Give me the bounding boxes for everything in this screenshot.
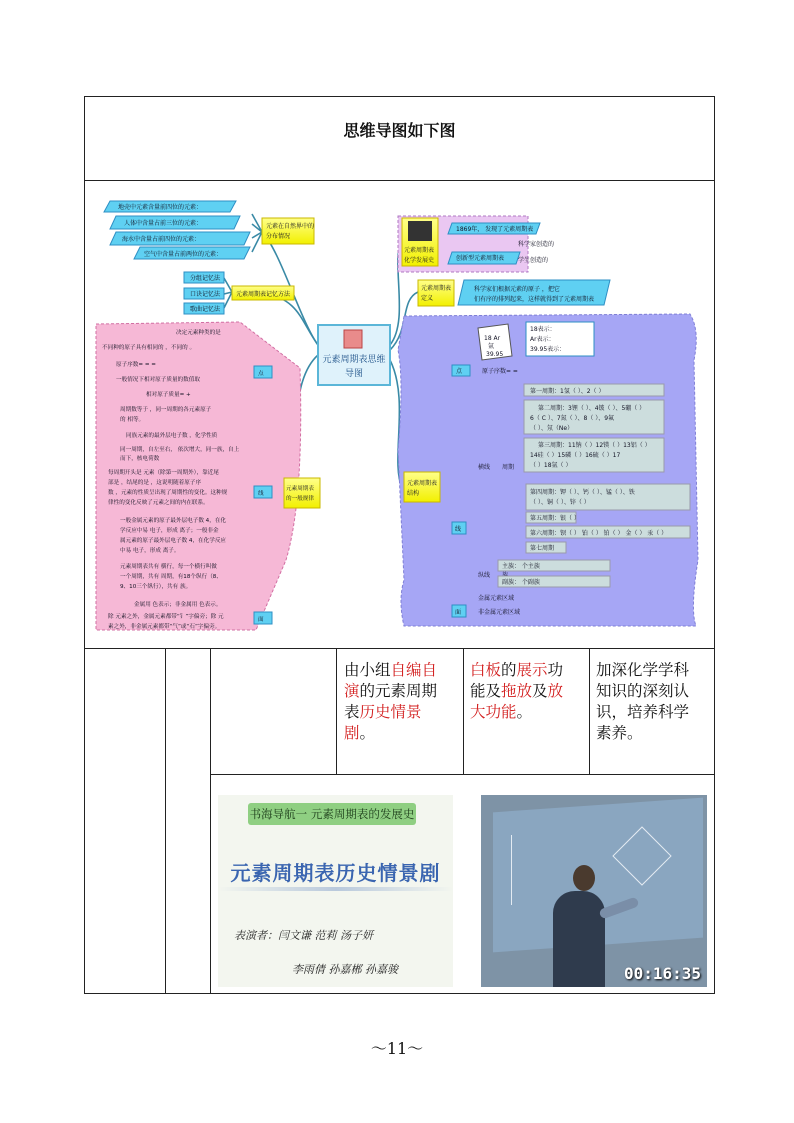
text: 由小组 xyxy=(344,661,391,679)
video-timestamp: 00:16:35 xyxy=(623,964,701,983)
svg-text:而下，核电荷数: 而下，核电荷数 xyxy=(120,456,160,462)
highlight-text: 放 xyxy=(547,682,564,700)
svg-text:一个周期，共有 周期，有18个纵行（8、: 一个周期，共有 周期，有18个纵行（8、 xyxy=(120,574,222,580)
svg-text:1869年， 发现了元素周期表: 1869年， 发现了元素周期表 xyxy=(456,226,534,233)
svg-text:元素周期表: 元素周期表 xyxy=(421,285,452,292)
portrait-image xyxy=(408,221,432,241)
goal-line: 素养。 xyxy=(596,724,643,742)
svg-text:14硅（ ）15磷（ ）16硫（ ）17: 14硅（ ）15磷（ ）16硫（ ）17 xyxy=(530,452,621,459)
svg-text:原子序数= =: 原子序数= = xyxy=(482,368,518,375)
svg-text:金属元素区域: 金属元素区域 xyxy=(478,595,515,602)
svg-text:第七周期: 第七周期 xyxy=(530,545,555,552)
svg-text:素之外，非金属元素都带“气”或“石”字偏旁。: 素之外，非金属元素都带“气”或“石”字偏旁。 xyxy=(108,624,221,630)
dist-item-3: 海水中含量占前四位的元素： xyxy=(122,236,201,243)
mind-map xyxy=(85,182,714,648)
memory-item-1: 分组记忆法 xyxy=(190,275,221,282)
col-divider xyxy=(165,648,166,994)
highlight-text: 展示 xyxy=(516,661,548,679)
text: 。 xyxy=(516,703,533,721)
svg-text:原子序数= = =: 原子序数= = = xyxy=(116,362,156,368)
svg-text:元素周期表共有 横行，每一个横行叫做: 元素周期表共有 横行，每一个横行叫做 xyxy=(120,564,217,570)
definition-text: 科学家们根据元素的原子 ，把它 xyxy=(474,286,560,293)
svg-text:元素周期表: 元素周期表 xyxy=(407,480,438,487)
svg-text:歌曲记忆法: 歌曲记忆法 xyxy=(190,306,221,313)
svg-text:创新型元素周期表: 创新型元素周期表 xyxy=(456,255,505,262)
svg-text:学生创造的: 学生创造的 xyxy=(518,257,549,264)
svg-text:18 Ar: 18 Ar xyxy=(484,335,501,342)
svg-text:点: 点 xyxy=(258,371,264,377)
svg-text:数 ，元素的性质呈出现了周期性的变化。这种规: 数 ，元素的性质呈出现了周期性的变化。这种规 xyxy=(108,490,228,496)
svg-text:点: 点 xyxy=(456,368,463,375)
svg-text:元素周期表: 元素周期表 xyxy=(404,247,435,254)
svg-text:的一般规律: 的一般规律 xyxy=(286,496,314,502)
highlight-text: 大功能 xyxy=(470,703,517,721)
highlight-text: 拖放 xyxy=(501,682,533,700)
svg-text:面: 面 xyxy=(455,609,462,616)
svg-text:Ar表示：: Ar表示： xyxy=(530,336,555,343)
svg-text:39.95表示：: 39.95表示： xyxy=(530,346,566,353)
svg-text:导图: 导图 xyxy=(344,369,364,379)
svg-text:线: 线 xyxy=(258,491,264,497)
col-divider xyxy=(336,648,337,774)
slide-performers: 李雨倩 孙嘉郴 孙嘉骏 xyxy=(292,963,398,976)
goal-line: 加深化学学科 xyxy=(596,661,690,679)
goal-cell xyxy=(596,660,712,744)
svg-text:第四周期：钾（ ）、钙（ ）、锰（ ）、铁: 第四周期：钾（ ）、钙（ ）、锰（ ）、铁 xyxy=(530,489,635,496)
svg-text:第三周期：11钠（ ）12镁（ ）13铝（ ）: 第三周期：11钠（ ）12镁（ ）13铝（ ） xyxy=(538,442,651,449)
svg-text:元素周期表: 元素周期表 xyxy=(286,486,314,492)
row-divider xyxy=(84,648,715,649)
dist-item-1: 地壳中元素含量前四位的元素： xyxy=(118,204,203,211)
svg-text:纵线: 纵线 xyxy=(478,572,491,579)
memory-label: 元素周期表记忆方法 xyxy=(236,291,291,298)
activity-cell xyxy=(344,660,460,744)
tool-cell xyxy=(470,660,586,723)
teacher-head xyxy=(573,865,595,891)
svg-text:横线: 横线 xyxy=(478,464,491,471)
teacher-figure xyxy=(553,891,605,987)
svg-text:口诀记忆法: 口诀记忆法 xyxy=(190,291,221,298)
svg-text:相对原子质量= +: 相对原子质量= + xyxy=(146,392,191,398)
svg-text:第五周期：银（ ）: 第五周期：银（ ） xyxy=(530,515,580,522)
svg-text:定义: 定义 xyxy=(421,295,434,302)
svg-text:部是 ，结尾的是 ，这说明随着原子序: 部是 ，结尾的是 ，这说明随着原子序 xyxy=(108,480,202,486)
dist-item-4: 空气中含量占前两位的元素： xyxy=(144,251,223,258)
slide-performers: 表演者：闫文谦 范莉 汤子妍 xyxy=(234,929,373,942)
goal-line: 知识的深刻认 xyxy=(596,682,690,700)
text: 及 xyxy=(532,682,548,700)
slide-heading: 元素周期表历史情景剧 xyxy=(230,861,441,885)
svg-text:不同种的原子具有相同的 ，不同的: 不同种的原子具有相同的 ，不同的 。 xyxy=(102,345,196,351)
svg-text:们有序的排列起来，这样就得到了元素周期表: 们有序的排列起来，这样就得到了元素周期表 xyxy=(474,296,595,303)
highlight-text: 演 xyxy=(344,682,360,700)
svg-text:金属用 色表示；非金属用 色表示。: 金属用 色表示；非金属用 色表示。 xyxy=(134,602,222,608)
col-divider xyxy=(589,648,590,774)
page-number: ～11～ xyxy=(370,1039,424,1058)
svg-text:39.95: 39.95 xyxy=(486,351,504,358)
col-divider xyxy=(210,648,211,994)
slide-banner: 书海导航一 元素周期表的发展史 xyxy=(248,803,416,825)
svg-text:周期: 周期 xyxy=(502,464,515,471)
text: 。 xyxy=(359,724,376,742)
highlight-text: 白板 xyxy=(470,661,502,679)
highlight-text: 历史情景 xyxy=(359,703,422,721)
svg-text:元素在自然界中的: 元素在自然界中的 xyxy=(266,223,315,230)
text: 能及 xyxy=(470,682,502,700)
svg-text:氩: 氩 xyxy=(488,343,495,350)
goal-line: 识，培养科学 xyxy=(596,703,690,721)
svg-text:同一周期，自左至右， 依次增大，同一族，自上: 同一周期，自左至右， 依次增大，同一族，自上 xyxy=(120,447,240,453)
svg-text:（ ）18氩（ ）: （ ）18氩（ ） xyxy=(530,462,572,469)
svg-text:副族： 个副族: 副族： 个副族 xyxy=(502,579,540,586)
svg-text:9、10三个纵行），共有 族。: 9、10三个纵行），共有 族。 xyxy=(120,584,192,590)
svg-text:第二周期：3锂（ ）、4铍（ ）、5硼（ ）: 第二周期：3锂（ ）、4铍（ ）、5硼（ ） xyxy=(538,405,646,412)
dist-item-2: 人体中含量占前三位的元素： xyxy=(124,220,203,227)
row-divider xyxy=(210,774,715,775)
svg-text:（ ）、铜（ ）、锌（ ）: （ ）、铜（ ）、锌（ ） xyxy=(530,499,590,506)
svg-text:的 相等。: 的 相等。 xyxy=(120,417,145,423)
slide-divider xyxy=(218,887,453,891)
svg-text:（ ）、氖（Ne）: （ ）、氖（Ne） xyxy=(530,425,574,432)
text: 的元素周期 xyxy=(359,682,438,700)
svg-text:第六周期：钡（ ） 铂（ ） 铂（ ） 金（ ） 汞: 第六周期：钡（ ） 铂（ ） 铂（ ） 金（ ） 汞（ ） xyxy=(530,530,668,537)
svg-text:主族： 个主族: 主族： 个主族 xyxy=(502,563,540,570)
text: 功 xyxy=(547,661,564,679)
text: 的 xyxy=(501,661,517,679)
svg-text:18表示：: 18表示： xyxy=(530,326,556,333)
classroom-video-frame xyxy=(481,795,707,987)
svg-text:面: 面 xyxy=(258,617,264,623)
svg-text:除 元素之外，金属元素都带“钅”字偏旁；除 元: 除 元素之外，金属元素都带“钅”字偏旁；除 元 xyxy=(108,614,224,620)
col-divider xyxy=(463,648,464,774)
svg-text:结构: 结构 xyxy=(407,490,420,497)
svg-text:同族元素的最外层电子数 ，化学性质: 同族元素的最外层电子数 ，化学性质 xyxy=(126,433,218,439)
rule-line-1: 决定元素种类的是 xyxy=(176,330,221,336)
svg-text:6（ C ）、7氮（ ）、8（ ）、9氟: 6（ C ）、7氮（ ）、8（ ）、9氟 xyxy=(530,415,615,422)
book-icon xyxy=(344,330,362,348)
svg-text:线: 线 xyxy=(455,526,462,533)
svg-text:一般情况下相对原子质量的数值取: 一般情况下相对原子质量的数值取 xyxy=(116,377,200,383)
highlight-text: 剧 xyxy=(344,724,360,742)
svg-text:第一周期：1氢（ ）、2（ ）: 第一周期：1氢（ ）、2（ ） xyxy=(530,388,605,395)
svg-text:分布情况: 分布情况 xyxy=(266,233,291,240)
center-label: 元素周期表思维 xyxy=(322,355,386,365)
slide-image xyxy=(218,795,453,987)
svg-text:律性的变化反映了元素之间的内在联系。: 律性的变化反映了元素之间的内在联系。 xyxy=(108,500,209,506)
svg-text:非金属元素区域: 非金属元素区域 xyxy=(478,609,521,616)
row-divider xyxy=(84,180,715,181)
svg-text:科学家创造的: 科学家创造的 xyxy=(518,241,555,248)
svg-text:每周期开头是 元素（除第一周期外），靠近尾: 每周期开头是 元素（除第一周期外），靠近尾 xyxy=(108,470,219,476)
svg-text:一般金属元素的原子最外层电子数 4，在化: 一般金属元素的原子最外层电子数 4，在化 xyxy=(120,518,227,524)
svg-text:化学发展史: 化学发展史 xyxy=(404,257,435,264)
svg-text:属元素的原子最外层电子数 4，在化学反应: 属元素的原子最外层电子数 4，在化学反应 xyxy=(120,538,227,544)
svg-text:中易 电子，形成 离子。: 中易 电子，形成 离子。 xyxy=(120,548,180,554)
svg-text:学反应中易 电子，形成 离子；一般非金: 学反应中易 电子，形成 离子；一般非金 xyxy=(120,528,219,534)
text: 表 xyxy=(344,703,360,721)
svg-text:周期数等于 ，同一周期的各元素原子: 周期数等于 ，同一周期的各元素原子 xyxy=(120,407,212,413)
page-title: 思维导图如下图 xyxy=(343,121,456,140)
highlight-text: 自编自 xyxy=(390,661,438,679)
